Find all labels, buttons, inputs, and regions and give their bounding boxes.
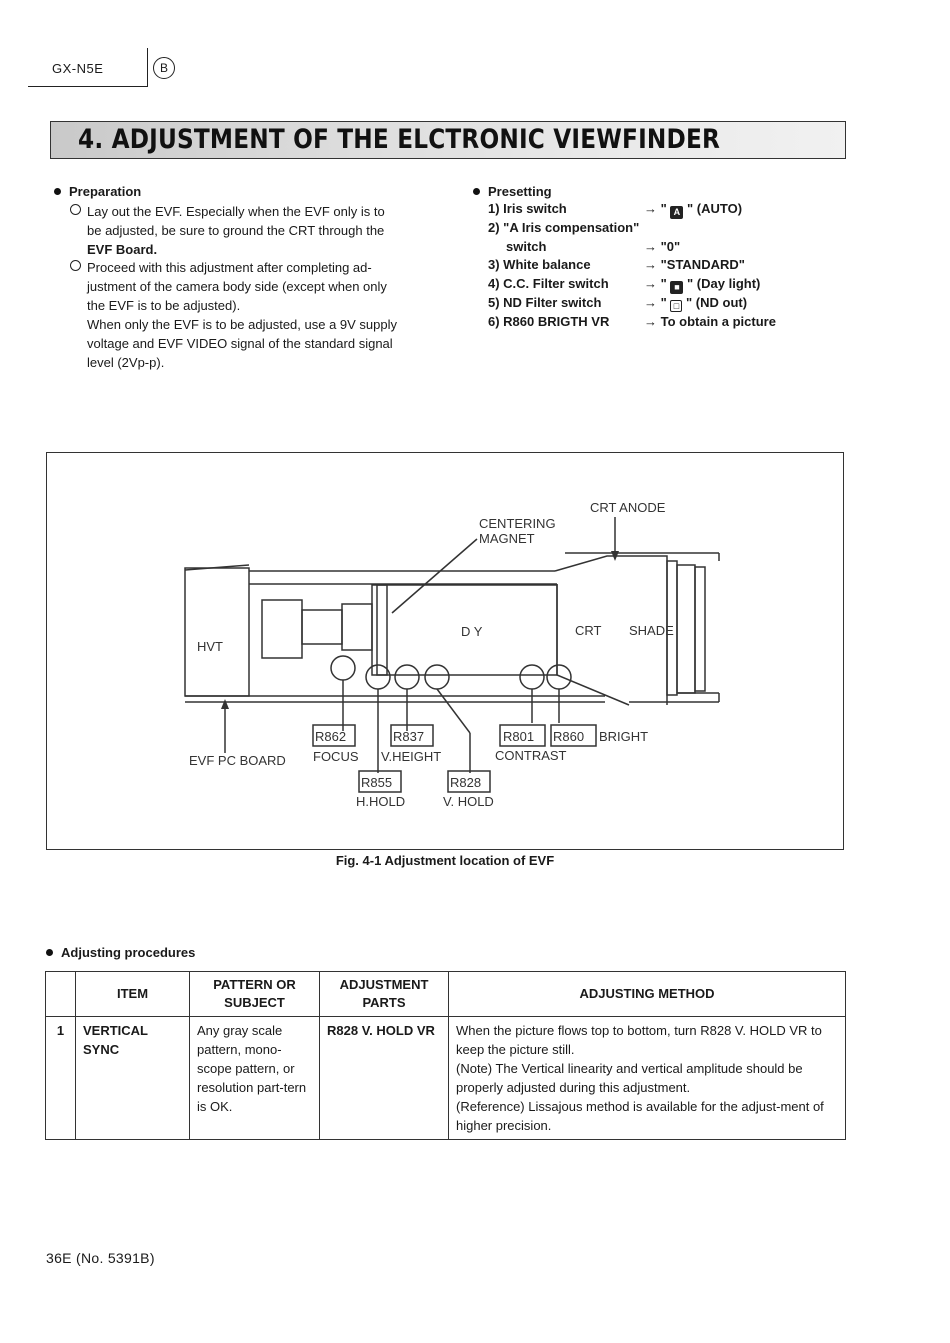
figure-caption: Fig. 4-1 Adjustment location of EVF	[335, 853, 555, 868]
header-rule	[28, 86, 148, 87]
evf-diagram	[47, 453, 843, 849]
label-hvt: HVT	[197, 639, 223, 654]
label-r862: R862	[315, 729, 347, 744]
label-r837: R837	[393, 729, 425, 744]
label-centering: CENTERING	[479, 516, 556, 531]
section-title: 4. ADJUSTMENT OF THE ELCTRONIC VIEWFINDER	[78, 124, 721, 155]
row-method: When the picture flows top to bottom, turn R828 V. HOLD VR to keep the picture still. (Note) The Vertical linearity and vertical amplitude should be properly adjusted during this adjustment. (Reference) Lissajous method is available for the adjust-ment of higher precision.	[449, 1017, 846, 1140]
hvt-block	[185, 568, 249, 696]
circle-bullet-icon	[70, 260, 81, 271]
label-r801: R801	[503, 729, 535, 744]
region-mark: B	[153, 57, 175, 79]
label-focus: FOCUS	[313, 749, 359, 764]
col-method: ADJUSTING METHOD	[449, 972, 846, 1017]
label-shade: SHADE	[629, 623, 674, 638]
col-parts: ADJUSTMENT PARTS	[320, 972, 449, 1017]
preparation-item-2: Proceed with this adjustment after completing ad- justment of the camera body side (except when only the EVF is to be adjusted). When only the EVF is to be adjusted, use a 9V supply voltage and EVF VIDEO signal of the standard signal level (2Vp-p).	[87, 258, 427, 372]
row-pattern: Any gray scale pattern, mono-scope pattern, or resolution part-tern is OK.	[190, 1017, 320, 1140]
procedures-table	[45, 971, 846, 1140]
page-number: 36E (No. 5391B)	[46, 1250, 155, 1266]
label-crt: CRT	[575, 623, 602, 638]
label-vheight: V.HEIGHT	[381, 749, 442, 764]
nd-out-icon: □	[670, 300, 682, 312]
bullet-icon	[54, 188, 61, 195]
row-item: VERTICAL SYNC	[76, 1017, 190, 1140]
label-bright: BRIGHT	[599, 729, 649, 744]
table-row	[46, 1017, 846, 1140]
presetting-heading: Presetting	[473, 184, 552, 199]
label-evf-pc-board: EVF PC BOARD	[189, 753, 286, 768]
row-parts: R828 V. HOLD VR	[320, 1017, 449, 1140]
label-magnet: MAGNET	[479, 531, 535, 546]
label-contrast: CONTRAST	[495, 748, 567, 763]
header-divider	[147, 48, 148, 86]
label-r860: R860	[553, 729, 585, 744]
row-number: 1	[46, 1017, 76, 1140]
col-pattern: PATTERN OR SUBJECT	[190, 972, 320, 1017]
bullet-icon	[46, 949, 53, 956]
figure-frame	[46, 452, 844, 850]
preparation-heading: Preparation	[54, 184, 141, 199]
auto-mode-icon: A	[670, 206, 683, 219]
table-header-row	[46, 972, 846, 1017]
bullet-icon	[473, 188, 480, 195]
label-crt-anode: CRT ANODE	[590, 500, 666, 515]
preparation-item-1: Lay out the EVF. Especially when the EVF only is to be adjusted, be sure to ground the CRT through the EVF Board.	[87, 202, 427, 259]
procedures-heading: Adjusting procedures	[46, 945, 195, 960]
label-r828: R828	[450, 775, 482, 790]
label-dy: D Y	[461, 624, 483, 639]
label-hhold: H.HOLD	[356, 794, 406, 809]
label-r855: R855	[361, 775, 393, 790]
daylight-filter-icon: ■	[670, 281, 683, 294]
label-vhold: V. HOLD	[443, 794, 494, 809]
model-number: GX-N5E	[52, 61, 104, 76]
col-item: ITEM	[76, 972, 190, 1017]
circle-bullet-icon	[70, 204, 81, 215]
